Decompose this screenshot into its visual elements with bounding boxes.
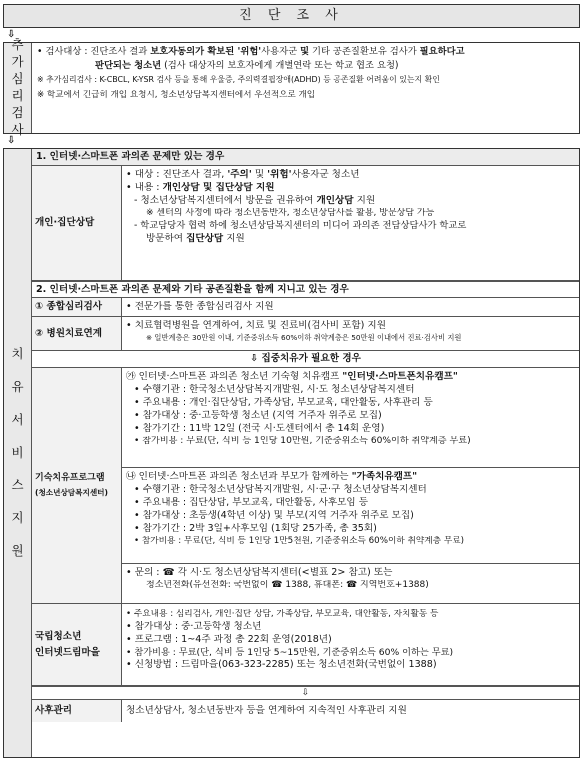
dream-item: • 참가대상 : 중·고등학생 청소년 xyxy=(126,620,262,632)
counsel-label: 개인·집단상담 xyxy=(32,166,122,280)
camp1-block xyxy=(122,368,579,468)
dream-row xyxy=(32,604,579,686)
camp-label-line1: 기숙치유프로그램 xyxy=(35,473,105,484)
page-title: 진 단 조 사 xyxy=(3,4,580,28)
dream-label-line2: 인터넷드림마을 xyxy=(35,646,100,658)
counsel-group-line1: - 학교담당자 협력 하에 청소년상담복지센터의 미디어 과의존 전담상담사가 학교로 xyxy=(134,220,467,232)
psych-row xyxy=(32,298,579,317)
dream-label xyxy=(32,604,122,685)
dream-item: • 주요내용 : 심리검사, 개인·집단 상담, 가족상담, 부모교육, 대안활동, 자치활동 등 xyxy=(126,609,439,619)
counsel-target: • 대상 : 진단조사 결과, '주의' 및 '위험'사용자군 청소년 xyxy=(126,169,360,180)
psych-text: • 전문가를 통한 종합심리검사 지원 xyxy=(126,301,274,312)
camp2-item: • 참가기간 : 2박 3일+사후모임 (1회당 25가족, 총 35회) xyxy=(134,522,377,534)
hospital-body xyxy=(122,317,579,350)
dream-body xyxy=(122,604,579,685)
hospital-row xyxy=(32,317,579,351)
camp2-title: ㉯ 인터넷·스마트폰 과의존 청소년과 부모가 함께하는 "가족치유캠프" xyxy=(126,471,418,482)
camp2-item: • 참가비용 : 무료(단, 식비 등 1인당 1만5천원, 기준중위소득 60%이하 취약계층 무료) xyxy=(134,535,464,546)
case1-header: 1. 인터넷·스마트폰 과의존 문제만 있는 경우 xyxy=(32,149,579,166)
contact-line1: • 문의 : ☎ 각 시·도 청소년상담복지센터(<별표 2> 참고) 또는 xyxy=(126,567,393,578)
camp1-title: ㉮ 인터넷·스마트폰 과의존 청소년 기숙형 치유캠프 "인터넷·스마트폰치유캠프" xyxy=(126,371,458,382)
side-char: 추 xyxy=(11,37,24,53)
side-char: 서 xyxy=(11,411,24,427)
camp1-item: • 참가기간 : 11박 12일 (전국 시·도센터에서 총 14회 운영) xyxy=(134,422,385,434)
counsel-row xyxy=(32,166,579,281)
camp1-item: • 주요내용 : 개인·집단상담, 가족상담, 부모교육, 대안활동, 사후관리 등 xyxy=(134,396,433,408)
side-char: 검 xyxy=(11,104,24,120)
camp-contact-block xyxy=(122,564,579,602)
checkup-target-line2: 판단되는 청소년 (검사 대상자의 보호자에게 개별연락 또는 학교 협조 요청) xyxy=(95,59,399,71)
dream-label-line1: 국립청소년 xyxy=(35,630,82,642)
counsel-body xyxy=(122,166,579,280)
after-care-label: 사후관리 xyxy=(32,700,122,722)
camp-label xyxy=(32,368,122,603)
camp2-item: • 주요내용 : 집단상담, 부모교육, 대안활동, 사후모임 등 xyxy=(134,496,369,508)
side-label-treatment xyxy=(4,149,32,757)
after-care-body xyxy=(122,700,579,722)
additional-checkup-section xyxy=(3,37,580,137)
down-arrow-icon: ⇩ xyxy=(7,135,16,146)
after-care-text: 청소년상담사, 청소년동반자 등을 연계하여 지속적인 사후관리 지원 xyxy=(126,705,407,716)
dream-item: • 참가비용 : 무료(단, 식비 등 1인당 5~15만원, 기준중위소득 60% 이하는 무료) xyxy=(126,646,454,658)
after-care-row xyxy=(32,700,579,722)
side-label-checkup xyxy=(4,37,32,137)
treatment-service-section xyxy=(3,148,580,758)
intensive-header: ⇩ 집중치유가 필요한 경우 xyxy=(32,351,579,368)
camp2-item: • 수행기관 : 한국청소년상담복지개발원, 시·군·구 청소년상담복지센터 xyxy=(134,483,427,495)
camp2-block xyxy=(122,468,579,564)
hospital-text: • 치료협력병원을 연계하여, 치료 및 진료비(검사비 포함) 지원 xyxy=(126,320,386,331)
counsel-note: ※ 센터의 사정에 따라 청소년동반자, 청소년상담사를 활용, 방문상담 가능 xyxy=(146,207,435,218)
side-char: 원 xyxy=(11,543,24,559)
hospital-note: ※ 일반계층은 30만원 이내, 기준중위소득 60%이하 취약계층은 50만원 이내에서 진료·검사비 지원 xyxy=(146,332,462,342)
counsel-individual: - 청소년상담복지센터에서 방문을 권유하여 개인상담 지원 xyxy=(134,194,376,206)
side-char: 유 xyxy=(11,378,24,394)
down-arrow-icon: ⇩ xyxy=(32,686,579,700)
case2-header: 2. 인터넷·스마트폰 과의존 문제와 기타 공존질환을 함께 지니고 있는 경우 xyxy=(32,281,579,298)
dream-item: • 프로그램 : 1~4주 과정 총 22회 운영(2018년) xyxy=(126,633,332,645)
dream-item: • 신청방법 : 드림마을(063-323-2285) 또는 청소년전화(국번없이 1388) xyxy=(126,659,437,671)
checkup-content xyxy=(32,43,579,133)
checkup-note-1: ※ 추가심리검사 : K-CBCL, K-YSR 검사 등을 통해 우울증, 주의력결핍장애(ADHD) 등 공존질환 어려움이 있는지 확인 xyxy=(37,75,440,85)
camp1-item: • 참가대상 : 중·고등학생 청소년 (지역 거주자 위주로 모집) xyxy=(134,409,382,421)
camp-label-line2: (청소년상담복지센터) xyxy=(35,488,108,498)
side-char: 심 xyxy=(11,71,24,87)
camp1-item: • 수행기관 : 한국청소년상담복지개발원, 시·도 청소년상담복지센터 xyxy=(134,383,415,395)
psych-label: ① 종합심리검사 xyxy=(32,298,122,316)
side-char: 지 xyxy=(11,510,24,526)
camp-body xyxy=(122,368,579,603)
counsel-group-line2: 방문하여 집단상담 지원 xyxy=(146,232,245,244)
side-char: 비 xyxy=(11,444,24,460)
hospital-label: ② 병원치료연계 xyxy=(32,317,122,350)
camp1-item: • 참가비용 : 무료(단, 식비 등 1인당 10만원, 기준중위소득 60%이하 취약계층 무료) xyxy=(134,435,471,446)
camp2-item: • 참가대상 : 초등생(4학년 이상) 및 부모(지역 거주자 위주로 모집) xyxy=(134,509,414,521)
camp-row xyxy=(32,368,579,604)
treatment-content xyxy=(32,149,579,757)
side-char: 사 xyxy=(11,121,24,137)
side-char: 스 xyxy=(11,477,24,493)
checkup-target-line1: • 검사대상 : 진단조사 결과 보호자동의가 확보된 '위험'사용자군 및 기타 공존질환보유 검사가 필요하다고 xyxy=(37,46,465,57)
down-arrow-icon: ⇩ xyxy=(7,29,16,40)
checkup-note-2: ※ 학교에서 긴급히 개입 요청시, 청소년상담복지센터에서 우선적으로 개입 xyxy=(37,90,316,101)
contact-line2: 청소년전화(유선전화: 국번없이 ☎ 1388, 휴대폰: ☎ 지역번호+1388) xyxy=(146,579,429,590)
counsel-content: • 내용 : 개인상담 및 집단상담 지원 xyxy=(126,181,275,193)
psych-body xyxy=(122,298,579,316)
side-char: 리 xyxy=(11,88,24,103)
side-char: 치 xyxy=(11,345,24,361)
side-char: 가 xyxy=(11,54,24,70)
